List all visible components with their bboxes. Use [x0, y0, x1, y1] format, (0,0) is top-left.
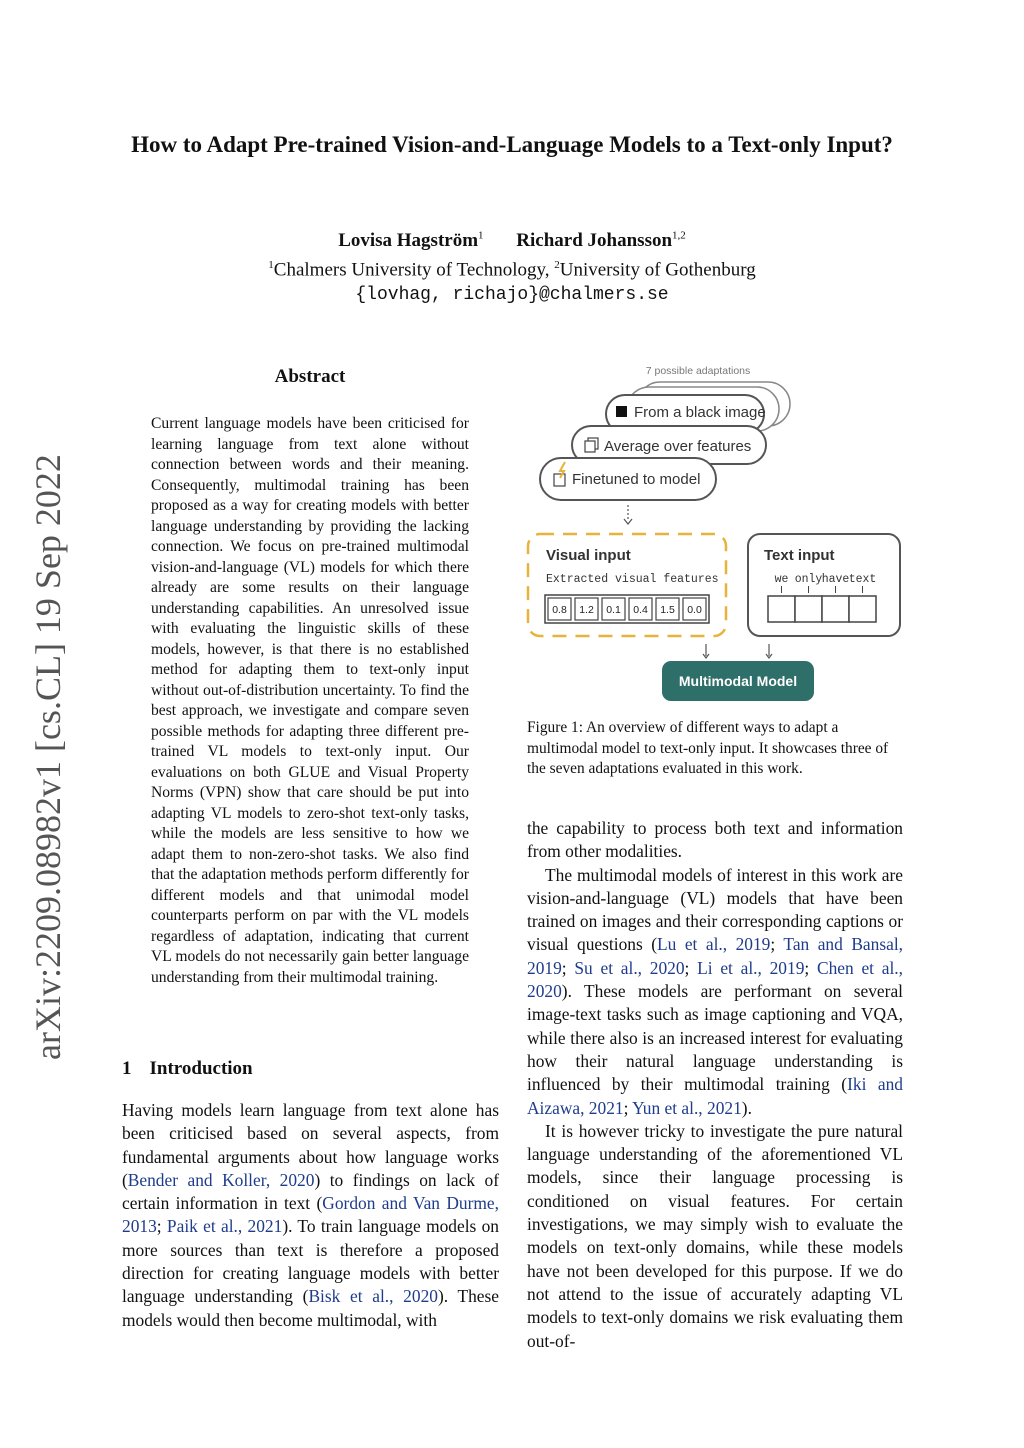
text-run: ;: [561, 957, 575, 978]
author-names: [100, 224, 924, 253]
affiliations: [100, 253, 924, 282]
text-run: ). These models would then become multimodal, with: [122, 1286, 499, 1330]
text-run: ;: [684, 957, 698, 978]
intro-paragraph-3: It is however tricky to investigate the pure natural language understanding of the aforementioned VL models, since their language processing is conditioned on visual features. For certain investigations, we may simply wish to evaluate the models on text-only domains, while these models have not been developed for this purpose. If we do not attend to the issue of accurately adapting VL models to text-only domains we risk evaluating them out-of-: [527, 1120, 903, 1351]
token-cell: [795, 596, 822, 622]
citation-link[interactable]: Chen et al., 2020: [527, 957, 903, 1002]
author-block: [100, 224, 924, 308]
text-run: ). To train language models on more sources than text is therefore a proposed direction for creating language models with better language understanding (: [122, 1216, 499, 1307]
text-input-title: Text input: [764, 547, 835, 564]
section-number: 1: [122, 1058, 132, 1079]
text-run: Having models learn language from text alone has been criticised based on several aspects, from fundamental arguments about how language works (: [122, 1100, 499, 1190]
affil-2-mark: 2: [554, 259, 560, 272]
text-token: only: [794, 573, 823, 586]
section-title: Introduction: [149, 1058, 253, 1079]
text-tokens: [768, 573, 876, 622]
adaptation-label: Finetuned to model: [572, 471, 701, 488]
feature-value: 1.5: [660, 604, 675, 616]
affiliation-2: University of Gothenburg: [559, 259, 756, 281]
figure-1-diagram: [520, 360, 910, 710]
feature-value: 0.0: [687, 604, 702, 616]
adaptation-label: Average over features: [604, 438, 752, 455]
visual-feature-cells: [545, 595, 709, 623]
finetune-box-icon: [554, 474, 565, 486]
author-email[interactable]: {lovhag, richajo}@chalmers.se: [355, 284, 669, 305]
abstract-heading: Abstract: [274, 366, 346, 387]
section-heading-introduction: [122, 1058, 253, 1080]
text-run: The multimodal models of interest in this work are vision-and-language (VL) models that have been trained on images and their corresponding captions or visual questions (: [527, 864, 903, 955]
paper-title: How to Adapt Pre-trained Vision-and-Language Models to a Text-only Input?: [131, 132, 893, 157]
text-run: ;: [770, 934, 784, 955]
text-run: ;: [804, 957, 817, 978]
citation-link[interactable]: Lu et al., 2019: [657, 934, 771, 955]
feature-value: 1.2: [579, 604, 594, 616]
adaptation-label: From a black image: [634, 404, 766, 421]
token-cell: [849, 596, 876, 622]
affil-1-mark: 1: [268, 259, 274, 272]
intro-paragraph-2: [527, 864, 903, 1120]
author-2-affil: 1,2: [672, 230, 686, 242]
figure-1-caption: Figure 1: An overview of different ways to adapt a multimodal model to text-only input. It showcases three of the seven adaptations evaluated in this work.: [527, 719, 889, 777]
black-square-icon: [616, 406, 627, 417]
citation-link[interactable]: Paik et al., 2021: [166, 1216, 283, 1237]
intro-paragraph-1-continued: the capability to process both text and information from other modalities.: [527, 818, 903, 862]
author-1-name: Lovisa Hagström: [338, 230, 479, 252]
citation-link[interactable]: Bisk et al., 2020: [308, 1286, 438, 1307]
text-run: ). These models are performant on several image-text tasks such as image captioning and VQA, while there also is an increased interest for evaluating how their natural language understanding is influenced by their multimodal training (: [527, 981, 903, 1095]
text-run: ) to findings on lack of certain information in text (: [122, 1169, 500, 1214]
text-run: ;: [156, 1216, 167, 1237]
stack-label: 7 possible adaptations: [645, 365, 751, 377]
citation-link[interactable]: Su et al., 2020: [574, 957, 685, 978]
text-token: we: [774, 573, 789, 586]
visual-input-title: Visual input: [546, 547, 631, 564]
author-2: [516, 230, 686, 251]
author-1: [338, 230, 483, 251]
text-run: ).: [741, 1097, 752, 1118]
right-column-text: [527, 817, 903, 1353]
abstract-text: Current language models have been criticised for learning language from text alone without connection between words and their meaning. Consequently, multimodal training has been proposed as a way for creating models with better language understanding by providing the lacking connection. We focus on pre-trained multimodal vision-and-language (VL) models for which there already are some results on their language understanding capabilities. An unresolved issue with evaluating the linguistic skills of these models, however, is that there is no established method for adapting them to text-only input without out-of-distribution uncertainty. To find the best approach, we investigate and compare seven possible methods for adapting three different pre-trained VL models to text-only input. Our evaluations on both GLUE and Visual Property Norms (VPN) show that care should be put into adapting VL models to zero-shot text-only tasks, while the models are less sensitive to how we adapt them to non-zero-shot tasks. We also find that the adaptation methods perform differently for different models and that unimodal model counterparts perform on par with the VL models regardless of adaptation, indicating that current VL models do not necessarily gain better language understanding from their multimodal training.: [151, 415, 469, 986]
author-1-affil: 1: [478, 230, 484, 242]
multimodal-model-label: Multimodal Model: [678, 673, 798, 689]
citation-link[interactable]: Tan and Bansal, 2019: [527, 934, 903, 978]
feature-value: 0.4: [633, 604, 648, 616]
citation-link[interactable]: Gordon and Van Durme, 2013: [122, 1193, 499, 1237]
citation-link[interactable]: Yun et al., 2021: [632, 1097, 742, 1118]
author-2-name: Richard Johansson: [516, 230, 673, 252]
token-cell: [768, 596, 795, 622]
feature-value: 0.8: [552, 604, 567, 616]
visual-input-subtitle: Extracted visual features: [546, 573, 719, 586]
citation-link[interactable]: Bender and Koller, 2020: [127, 1169, 315, 1190]
figure-1: [520, 360, 910, 710]
intro-paragraph-1: [122, 1099, 499, 1332]
feature-value: 0.1: [606, 604, 621, 616]
text-token: have: [821, 573, 850, 586]
text-token: text: [848, 573, 877, 586]
token-cell: [822, 596, 849, 622]
arrow-down-icon: [624, 519, 632, 524]
arxiv-identifier[interactable]: arXiv:2209.08982v1 [cs.CL] 19 Sep 2022: [28, 454, 68, 1060]
citation-link[interactable]: Iki and Aizawa, 2021: [527, 1074, 903, 1118]
citation-link[interactable]: Li et al., 2019: [697, 957, 805, 978]
text-run: ;: [623, 1097, 633, 1118]
affiliation-1: Chalmers University of Technology,: [273, 259, 555, 281]
